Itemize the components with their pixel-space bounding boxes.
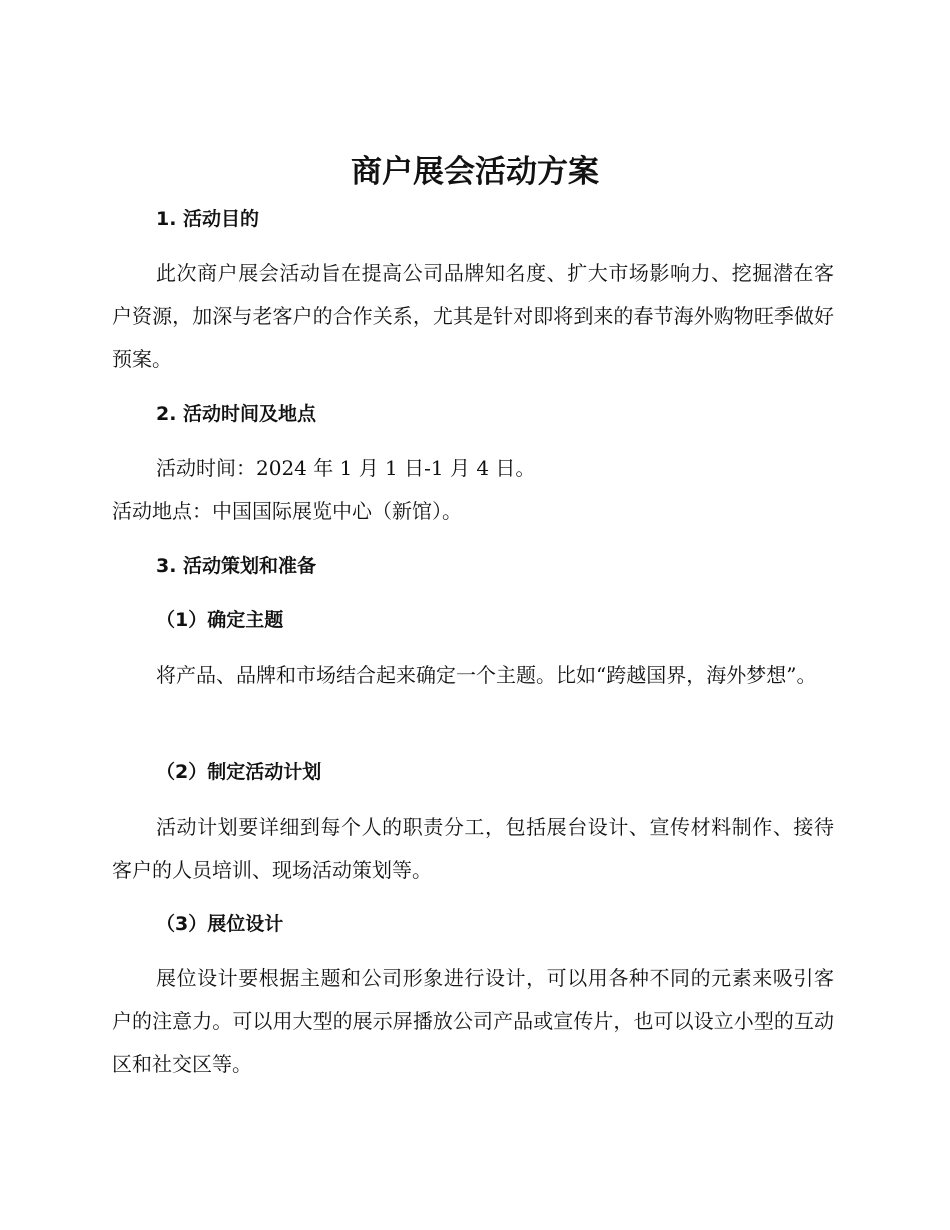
section-heading-planning: 3. 活动策划和准备 [156,555,317,577]
activity-time-line: 活动时间：2024 年 1 月 1 日-1 月 4 日。 [156,456,536,480]
activity-place-line: 活动地点：中国国际展览中心（新馆）。 [112,499,462,523]
section-heading-purpose: 1. 活动目的 [156,208,260,230]
section-heading-time-place: 2. 活动时间及地点 [156,403,317,425]
paragraph-plan: 活动计划要详细到每个人的职责分工，包括展台设计、宣传材料制作、接待客户的人员培训、现场活动策划等。 [112,815,834,882]
subsection-heading-booth: （3）展位设计 [156,913,284,935]
subsection-heading-theme: （1）确定主题 [156,609,284,631]
paragraph-theme: 将产品、品牌和市场结合起来确定一个主题。比如“跨越国界，海外梦想”。 [156,663,817,687]
subsection-heading-plan: （2）制定活动计划 [156,761,322,783]
paragraph-purpose: 此次商户展会活动旨在提高公司品牌知名度、扩大市场影响力、挖掘潜在客户资源，加深与老客户的合作关系，尤其是针对即将到来的春节海外购物旺季做好预案。 [112,261,834,371]
page-title: 商户展会活动方案 [351,154,599,190]
paragraph-booth: 展位设计要根据主题和公司形象进行设计，可以用各种不同的元素来吸引客户的注意力。可以用大型的展示屏播放公司产品或宣传片，也可以设立小型的互动区和社交区等。 [112,966,834,1076]
